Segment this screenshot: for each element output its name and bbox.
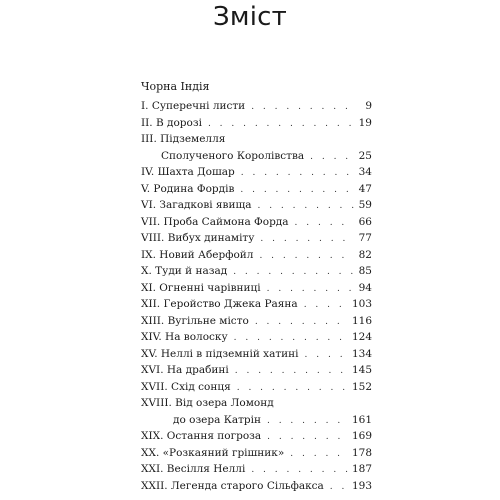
toc-page-number: 116	[351, 314, 372, 327]
toc-page-number: 77	[358, 232, 372, 244]
section-heading: Чорна Індія	[141, 80, 210, 93]
toc-page-number: 152	[351, 380, 372, 393]
toc-page-number: 193	[351, 479, 372, 492]
dot-leader	[259, 248, 354, 265]
toc-entry-title: XXII. Легенда старого Сільфакса	[141, 479, 324, 492]
toc-entry-title: III. Підземелля	[141, 133, 226, 145]
dot-leader	[267, 429, 348, 446]
dot-leader	[234, 330, 348, 347]
toc-entry-title: XVI. На драбині	[141, 364, 229, 376]
toc-entry	[141, 280, 372, 297]
toc-entry	[141, 362, 372, 379]
toc-page-number: 169	[351, 430, 372, 442]
toc-entry-title-continued: Сполученого Королівства	[161, 149, 305, 162]
dot-leader	[267, 281, 354, 298]
toc-entry	[141, 445, 372, 462]
toc-entry	[141, 197, 372, 214]
toc-entry-title-continued: до озера Катрін	[173, 413, 261, 426]
dot-leader	[290, 446, 348, 463]
toc-page-number: 187	[351, 463, 372, 475]
dot-leader	[233, 264, 354, 281]
toc-entry-title: II. В дорозі	[141, 116, 202, 129]
dot-leader	[237, 380, 348, 397]
toc-entry	[141, 329, 372, 346]
toc-entry	[141, 478, 372, 495]
dot-leader	[251, 462, 348, 479]
toc-entry-title: XI. Огненні чарівниці	[141, 281, 261, 294]
toc-page-number: 19	[358, 116, 372, 129]
toc-entry-title: XIII. Вугільне місто	[141, 314, 249, 327]
toc-entry	[141, 395, 372, 428]
dot-leader	[255, 314, 348, 331]
toc-entry-title: VI. Загадкові явища	[141, 199, 252, 211]
toc-entry	[141, 181, 372, 198]
toc-entry	[141, 131, 372, 164]
dot-leader	[241, 165, 354, 182]
toc-entry	[141, 313, 372, 330]
toc-page-number: 25	[358, 149, 372, 162]
dot-leader	[310, 149, 354, 166]
dot-leader	[330, 479, 348, 496]
toc-entry	[141, 379, 372, 396]
toc-page-number: 103	[351, 298, 372, 310]
toc-entry-title: XXI. Весілля Неллі	[141, 463, 246, 475]
toc-entry-title: XX. «Розкаяний грішник»	[141, 446, 285, 459]
dot-leader	[240, 182, 354, 199]
toc-page-number: 161	[351, 413, 372, 426]
toc-entry	[141, 247, 372, 264]
toc-page-number: 9	[365, 100, 372, 112]
toc-page-number: 178	[351, 446, 372, 459]
toc-page-number: 145	[351, 364, 372, 376]
dot-leader	[260, 231, 354, 248]
toc-entry-title: V. Родина Фордів	[141, 182, 235, 195]
dot-leader	[251, 99, 354, 116]
toc-entry	[141, 115, 372, 132]
dot-leader	[304, 297, 348, 314]
toc-entry	[141, 230, 372, 247]
toc-page-number: 66	[358, 215, 372, 228]
toc-entry-title: IV. Шахта Дошар	[141, 166, 235, 178]
dot-leader	[305, 347, 348, 364]
dot-leader	[267, 413, 348, 430]
toc-entry-title: XVIII. Від озера Ломонд	[141, 397, 274, 409]
dot-leader	[295, 215, 354, 232]
toc-entry	[141, 164, 372, 181]
toc-entry-title: X. Туди й назад	[141, 265, 228, 277]
table-of-contents	[141, 98, 372, 494]
toc-entry	[141, 428, 372, 445]
toc-page-number: 47	[358, 182, 372, 195]
toc-entry-title: XIV. На волоску	[141, 331, 228, 343]
toc-entry	[141, 214, 372, 231]
toc-entry-title: XV. Неллі в підземній хатині	[141, 347, 299, 360]
dot-leader	[235, 363, 348, 380]
toc-page-number: 59	[358, 199, 372, 211]
dot-leader	[208, 116, 354, 133]
toc-entry	[141, 461, 372, 478]
toc-entry	[141, 346, 372, 363]
toc-entry	[141, 296, 372, 313]
toc-entry-title: XVII. Схід сонця	[141, 380, 231, 393]
toc-entry-title: VIII. Вибух динаміту	[141, 232, 255, 244]
toc-page-number: 85	[358, 265, 372, 277]
toc-entry	[141, 263, 372, 280]
toc-page-number: 34	[358, 166, 372, 178]
toc-page-number: 134	[351, 347, 372, 360]
toc-page-number: 82	[358, 248, 372, 261]
toc-entry-title: I. Суперечні листи	[141, 100, 246, 112]
page-title: Зміст	[213, 2, 287, 32]
toc-entry-title: VII. Проба Саймона Форда	[141, 215, 289, 228]
toc-entry	[141, 98, 372, 115]
toc-entry-title: XII. Геройство Джека Раяна	[141, 298, 298, 310]
toc-page-number: 94	[358, 281, 372, 294]
toc-entry-title: IX. Новий Аберфойл	[141, 248, 254, 261]
toc-page-number: 124	[351, 331, 372, 343]
dot-leader	[257, 198, 354, 215]
toc-entry-title: XIX. Остання погроза	[141, 430, 262, 442]
